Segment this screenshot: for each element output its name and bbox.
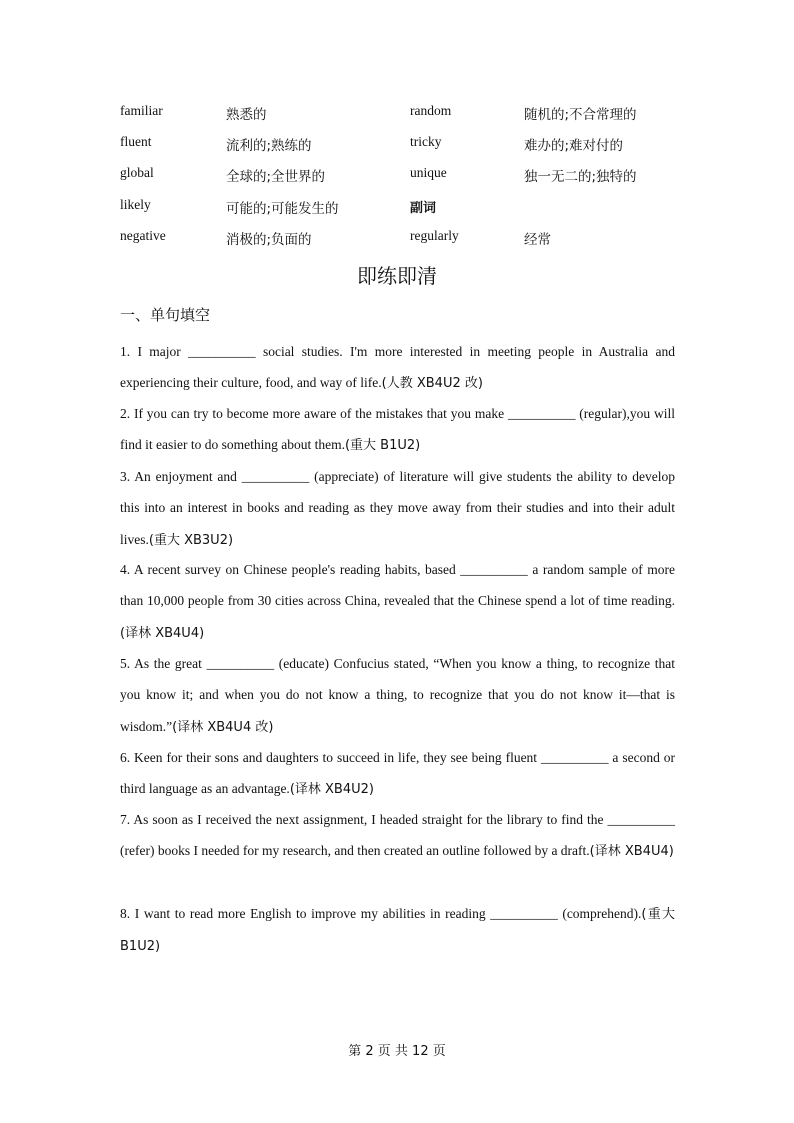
- vocab-meaning: 熟悉的: [226, 107, 267, 123]
- vocab-word: regularly: [410, 228, 459, 243]
- question-text: 1. I major __________ social studies. I'm more interested in meeting people in Australia and experiencing their culture, food, and way of life.: [120, 344, 675, 391]
- vocab-row: [0, 134, 794, 156]
- vocab-meaning: 全球的;全世界的: [226, 169, 326, 185]
- vocab-meaning: 可能的;可能发生的: [226, 201, 339, 217]
- question-source: (译林 XB4U4): [589, 844, 674, 860]
- question-item: [120, 742, 675, 806]
- vocab-word: fluent: [120, 134, 152, 149]
- question-text: 8. I want to read more English to improve my abilities in reading __________ (comprehend).: [120, 906, 642, 921]
- question-source: (重大 B1U2): [344, 438, 421, 454]
- question-source: (译林 XB4U2): [289, 782, 374, 798]
- vocab-word: tricky: [410, 134, 442, 149]
- question-item: [120, 648, 675, 743]
- page-title: 即练即清: [357, 264, 437, 288]
- question-item: [120, 898, 675, 963]
- question-source: (重大 B1U2): [120, 907, 675, 955]
- vocab-word: unique: [410, 165, 447, 180]
- vocab-word: likely: [120, 197, 151, 212]
- vocab-meaning: 流利的;熟练的: [226, 138, 312, 154]
- vocab-meaning: 难办的;难对付的: [524, 138, 624, 154]
- question-source: (重大 XB3U2): [148, 532, 234, 548]
- question-item: [120, 461, 675, 556]
- question-text: 7. As soon as I received the next assignment, I headed straight for the library to find the __________ (refer) books I needed for my research, and then created an outline followed by a draft.: [120, 812, 675, 859]
- section-heading: 一、单句填空: [120, 306, 211, 324]
- vocab-word: random: [410, 103, 452, 118]
- vocab-word: global: [120, 165, 154, 180]
- question-text: 5. As the great __________ (educate) Confucius stated, “When you know a thing, to recognize that you know it; and when you do not know a thing, to recognize that you do not know it—that is wisdom.”: [120, 656, 675, 734]
- page-footer: 第 2 页 共 12 页: [348, 1044, 446, 1059]
- question-item: [120, 554, 675, 649]
- question-source: (译林 XB4U4): [120, 625, 205, 641]
- vocab-meaning: 消极的;负面的: [226, 232, 312, 248]
- vocab-row: [0, 197, 794, 219]
- question-text: 4. A recent survey on Chinese people's reading habits, based __________ a random sample of more than 10,000 people from 30 cities across China, revealed that the Chinese spend a lot of time reading.: [120, 562, 675, 609]
- vocab-row: [0, 228, 794, 250]
- question-source: (人教 XB4U2 改): [381, 376, 483, 392]
- question-text: 6. Keen for their sons and daughters to succeed in life, they see being fluent __________ a second or third language as an advantage.: [120, 750, 675, 797]
- vocab-meaning: 经常: [524, 232, 551, 248]
- adverb-heading: 副词: [410, 201, 437, 216]
- vocab-row: [0, 165, 794, 187]
- vocab-row: [0, 103, 794, 125]
- vocab-word: negative: [120, 228, 166, 243]
- question-item: [120, 336, 675, 400]
- vocab-meaning: 随机的;不合常理的: [524, 107, 637, 123]
- question-text: 2. If you can try to become more aware of the mistakes that you make __________ (regular),you will find it easier to do something about them.: [120, 406, 675, 453]
- vocab-meaning: 独一无二的;独特的: [524, 169, 637, 185]
- question-item: [120, 398, 675, 462]
- question-source: (译林 XB4U4 改): [172, 719, 274, 735]
- question-item: [120, 804, 675, 868]
- vocab-word: familiar: [120, 103, 163, 118]
- question-text: 3. An enjoyment and __________ (appreciate) of literature will give students the ability to develop this into an interest in books and reading as they move away from their studies and into their adult lives.: [120, 469, 675, 547]
